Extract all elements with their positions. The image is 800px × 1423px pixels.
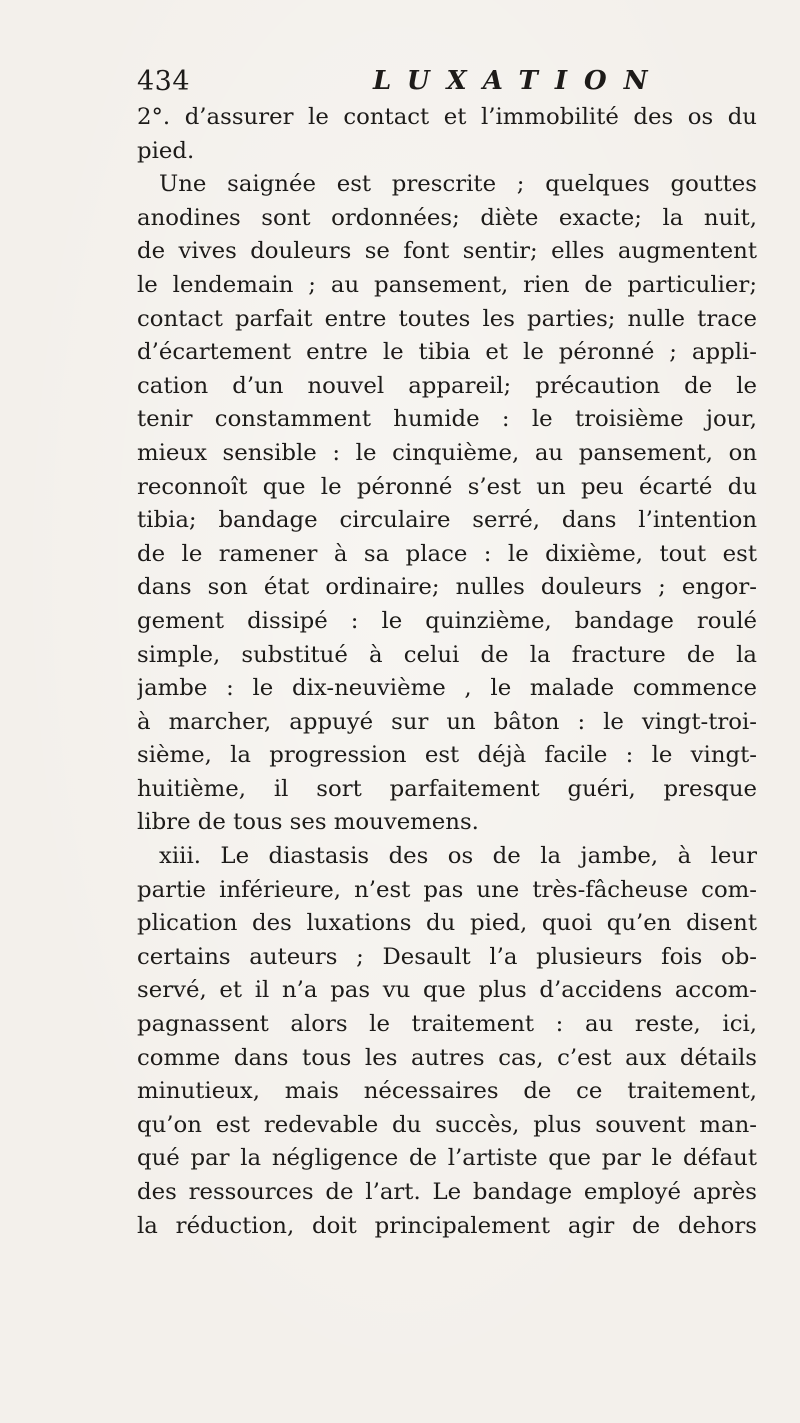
text-line: Une saignée est prescrite ; quelques gouttes <box>159 171 757 198</box>
text-line: 2°. d’assurer le contact et l’immobilité des os du <box>137 104 757 130</box>
text-line: partie inférieure, n’est pas une très-fâcheuse com- <box>137 876 757 903</box>
text-line: gement dissipé : le quinzième, bandage roulé <box>137 607 757 634</box>
text-line: de vives douleurs se font sentir; elles augmentent <box>137 238 757 265</box>
text-line: servé, et il n’a pas vu que plus d’accidens accom- <box>137 977 757 1004</box>
text-line: anodines sont ordonnées; diète exacte; la nuit, <box>137 204 757 231</box>
text-line: dans son état ordinaire; nulles douleurs ; engor- <box>137 574 757 601</box>
text-line: à marcher, appuyé sur un bâton : le vingt-troi- <box>137 708 757 735</box>
running-title: LUXATION <box>373 66 665 96</box>
text-line: qu’on est redevable du succès, plus souvent man- <box>137 1111 757 1138</box>
text-line: tenir constamment humide : le troisième jour, <box>137 406 757 433</box>
text-line: minutieux, mais nécessaires de ce traitement, <box>137 1078 757 1105</box>
text-line: la réduction, doit principalement agir de dehors <box>137 1212 757 1239</box>
text-line: cation d’un nouvel appareil; précaution de le <box>137 372 757 399</box>
text-line: huitième, il sort parfaitement guéri, presque <box>137 775 757 802</box>
text-line: sième, la progression est déjà facile : le vingt- <box>137 742 757 769</box>
page-number: 434 <box>137 66 191 97</box>
text-line: pagnassent alors le traitement : au reste, ici, <box>137 1011 757 1038</box>
text-line: des ressources de l’art. Le bandage employé après <box>137 1179 757 1205</box>
text-line: plication des luxations du pied, quoi qu’en disent <box>137 910 757 937</box>
text-line: qué par la négligence de l’artiste que par le défaut <box>137 1145 757 1172</box>
body-text <box>137 101 757 1243</box>
text-line: simple, substitué à celui de la fracture de la <box>137 641 757 668</box>
page-header <box>137 66 757 100</box>
text-line: reconnoît que le péronné s’est un peu écarté du <box>137 473 757 500</box>
text-line: de le ramener à sa place : le dixième, tout est <box>137 540 757 567</box>
text-line: d’écartement entre le tibia et le péronné ; appli- <box>137 339 757 366</box>
text-line: le lendemain ; au pansement, rien de particulier; <box>137 271 757 298</box>
text-line: tibia; bandage circulaire serré, dans l’intention <box>137 507 757 534</box>
text-line: pied. <box>137 137 195 164</box>
text-line: jambe : le dix-neuvième , le malade commence <box>137 675 757 702</box>
text-line: mieux sensible : le cinquième, au pansement, on <box>137 439 757 466</box>
text-line: xiii. Le diastasis des os de la jambe, à leur <box>159 843 757 870</box>
text-line: certains auteurs ; Desault l’a plusieurs fois ob- <box>137 943 757 970</box>
text-line: comme dans tous les autres cas, c’est aux détails <box>137 1044 757 1071</box>
text-line: libre de tous ses mouvemens. <box>137 809 479 836</box>
text-line: contact parfait entre toutes les parties; nulle trace <box>137 305 757 332</box>
